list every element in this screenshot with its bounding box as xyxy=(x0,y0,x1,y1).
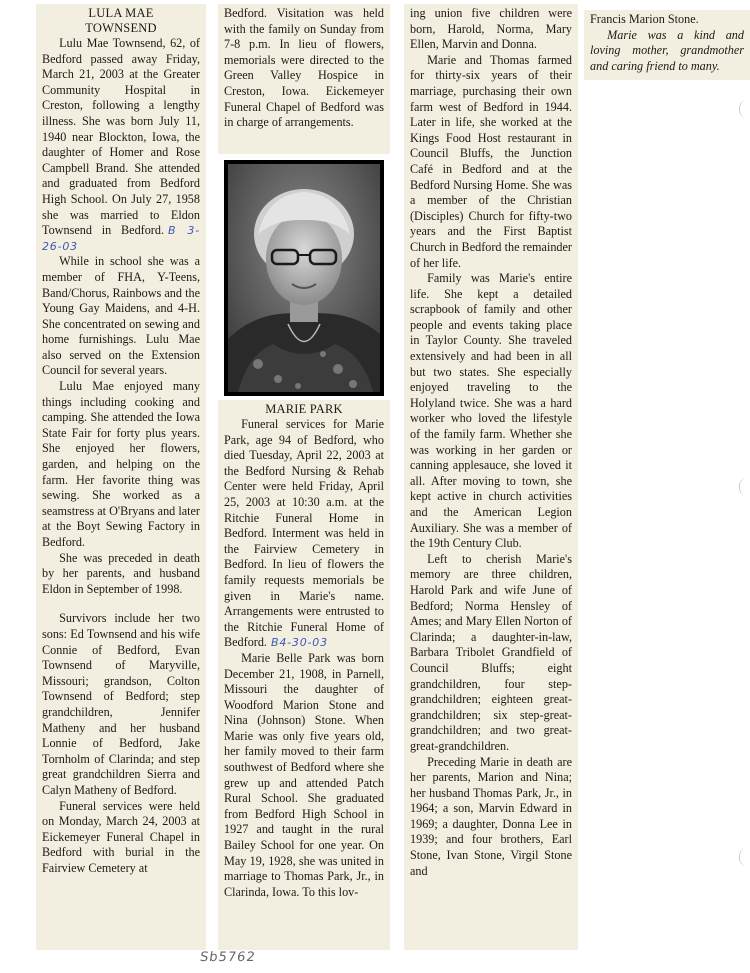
paragraph: Lulu Mae Townsend, 62, of Bedford passed away Friday, March 21, 2003 at the Greater Community Hospital in Creston, following a lengthy illness. She was born July 11, 1940 near Blockton, Iowa, the daughter of Homer and Rose Campbell Brand. She attended and graduated from Bedford High School. On July 27, 1958 she was married to Eldon Townsend in Bedford. B 3-26-03 xyxy=(42,36,200,253)
obituary-townsend-column xyxy=(36,4,206,950)
portrait-photo xyxy=(224,160,384,396)
obituary-park-column xyxy=(218,400,390,950)
page-edge-mark xyxy=(739,478,750,496)
paragraph: Bedford. Visitation was held with the family on Sunday from 7-8 p.m. In lieu of flowers, memorials were directed to the Green Valley Hospice in Creston, Iowa. Eickemeyer Funeral Chapel of Bedford was in charge of arrangements. xyxy=(224,6,384,130)
paragraph: Marie Belle Park was born December 21, 1908, in Parnell, Missouri the daughter of Woodford Marion Stone and Nina (Johnson) Stone. When Marie was only five years old, her family moved to their farm southwest of Bedford where she grew up and attended Patch Rural School. She graduated from Bedford High School in 1927 and taught in the rural Bailey School for one year. On May 19, 1928, she was united in marriage to Thomas Park, Jr., in Clarinda, Iowa. To this lov- xyxy=(224,650,384,899)
tribute-text: Marie was a kind and loving mother, grandmother and caring friend to many. xyxy=(590,27,744,73)
paragraph: Family was Marie's entire life. She kept a detailed scrapbook of family and other people and events taking place in Taylor County. She traveled extensively and had been in all but two states. She especially enjoyed traveling to the Holyland twice. She was a hard worker who loved the lifestyle of the family farm. Whether she was working in her garden or canning applesauce, she loved it all. After moving to town, she kept active in church activities and the American Legion Auxiliary. She was a member of the 19th Century Club. xyxy=(410,271,572,551)
handwritten-reference: Sb5762 xyxy=(198,950,257,965)
paragraph: She was preceded in death by her parents, and husband Eldon in September of 1998. xyxy=(42,550,200,596)
paragraph: Survivors include her two sons: Ed Townsend and his wife Connie of Bedford, Evan Townsend of Maryville, Missouri; grandson, Colton Townsend of Bedford; step grandchildren, Jennifer Matheny and her husband Lonnie of Bedford, Jake Tornholm of Clarinda; and step great grandchildren Sierra and Calyn Matheny of Bedford. xyxy=(42,611,200,797)
paragraph: Funeral services for Marie Park, age 94 of Bedford, who died Tuesday, April 22, 2003 at the Bedford Nursing & Rehab Center were held Friday, April 25, 2003 at 10:30 a.m. at the Ritchie Funeral Home in Bedford. Interment was held in the Fairview Cemetery in Bedford. In lieu of flowers the family requests memorials be given in Marie's name. Arrangements were entrusted to the Ritchie Funeral Home of Bedford. B4-30-03 xyxy=(224,417,384,650)
paragraph: Preceding Marie in death are her parents, Marion and Nina; her husband Thomas Park, Jr., in 1964; a son, Marvin Edward in 1969; a daughter, Donna Lee in 1939; and four brothers, Earl Stone, Ivan Stone, Virgil Stone and xyxy=(410,754,572,878)
obituary-title: MARIE PARK xyxy=(265,402,343,416)
paragraph: Funeral services were held on Monday, March 24, 2003 at Eickemeyer Funeral Chapel in Bedford with burial in the Fairview Cemetery at xyxy=(42,798,200,875)
handwritten-date: B 3-26-03 xyxy=(42,224,200,253)
obituary-park-continued xyxy=(404,4,578,950)
paragraph: Francis Marion Stone. xyxy=(590,12,699,26)
obituary-title-line1: LULA MAE xyxy=(88,6,154,20)
paragraph: While in school she was a member of FHA, Y-Teens, Band/Chorus, Rainbows and the Young Gay Maidens, and 4-H. She concentrated on sewing and home furnishings. Lulu Mae also served on the Extension Council for several years. xyxy=(42,254,200,378)
obituary-park-ending xyxy=(584,10,750,80)
handwritten-date: B4-30-03 xyxy=(270,636,328,650)
page-edge-mark xyxy=(739,100,750,118)
paragraph: Lulu Mae enjoyed many things including cooking and camping. She attended the Iowa State Fair for forty plus years. She enjoyed her flowers, garden, and helping on the farm. Her favorite thing was sewing. She worked as a seamstress at O'Bryans and later at the Boyt Sewing Factory in Bedford. xyxy=(42,379,200,549)
page-edge-mark xyxy=(739,848,750,866)
paragraph: ing union five children were born, Harold, Norma, Mary Ellen, Marvin and Donna. xyxy=(410,6,572,52)
portrait-image xyxy=(228,164,380,392)
obituary-townsend-continued xyxy=(218,4,390,154)
paragraph: Left to cherish Marie's memory are three children, Harold Park and wife June of Bedford; Norma Hensley of Ames; and Mary Ellen Norton of Clarinda; a daughter-in-law, Barbara Tribolet Grandfield of Council Bluffs; eight grandchildren, four step-grandchildren; eighteen great-grandchildren; six step-great-grandchildren; and two great-great-grandchildren. xyxy=(410,551,572,753)
paragraph: Marie and Thomas farmed for thirty-six years of their marriage, purchasing their own farm west of Bedford in 1944. Later in life, she worked at the Kings Food Host restaurant in Council Bluffs, the Junction Café in Bedford and at the Bedford Nursing Home. She was a member of the Christian (Disciples) Church for fifty-two years and the First Baptist Church in Bedford the remainder of her life. xyxy=(410,52,572,270)
obituary-title-line2: TOWNSEND xyxy=(85,21,157,35)
